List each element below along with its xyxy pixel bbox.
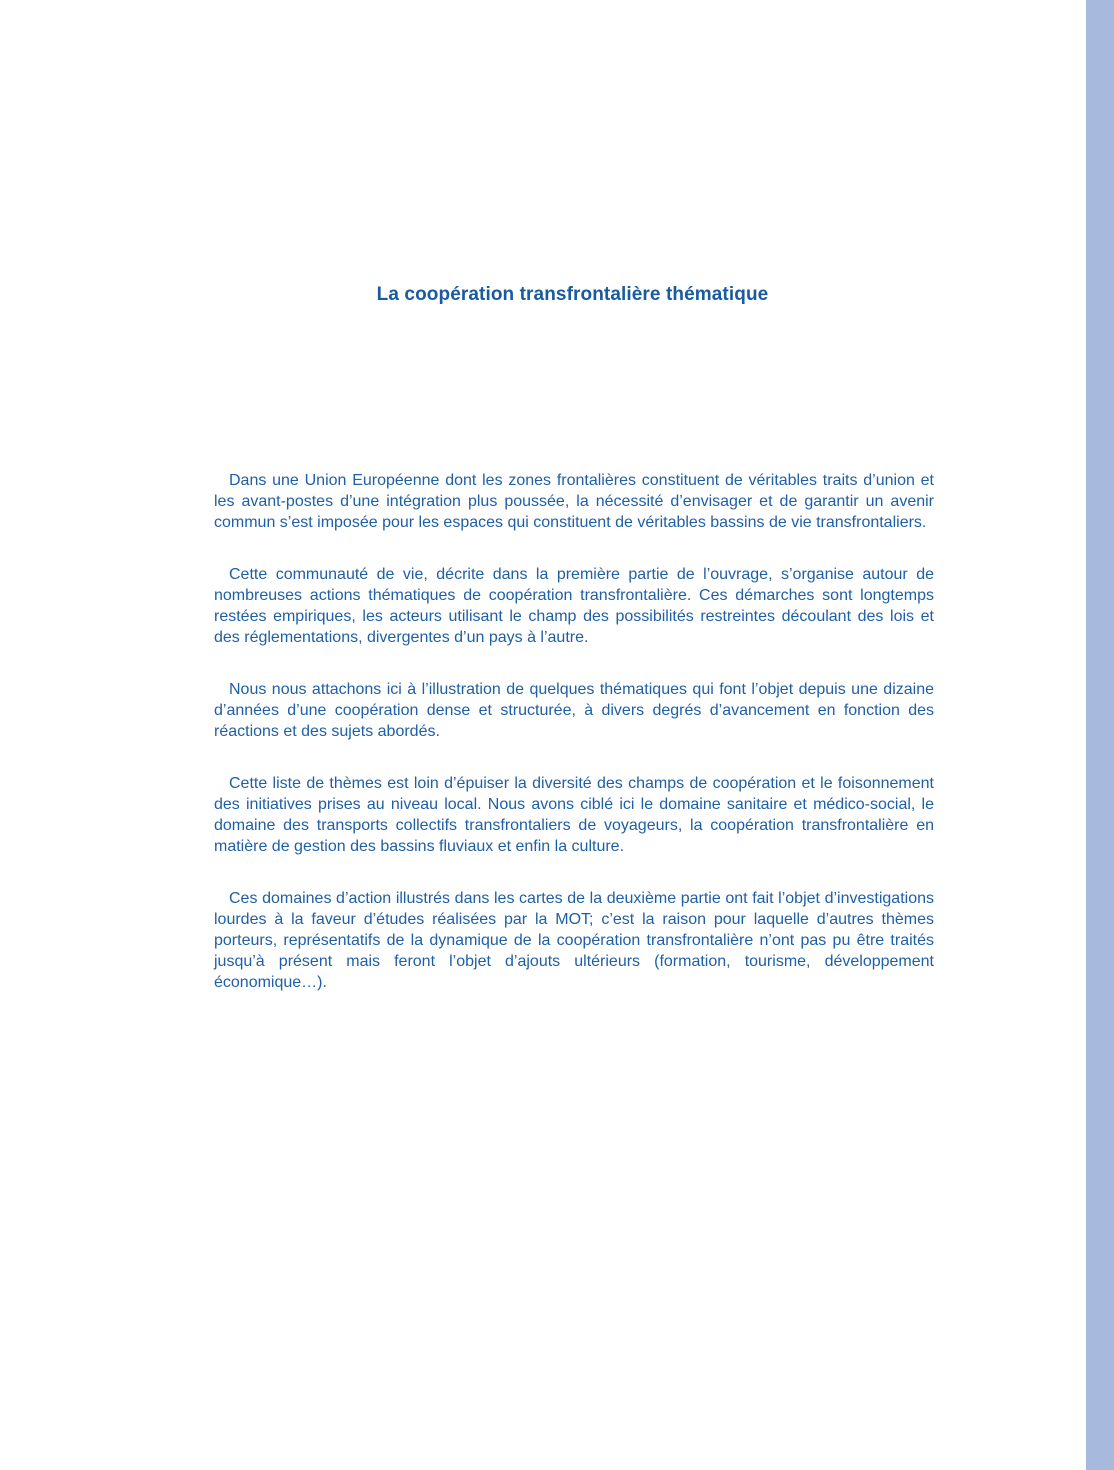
paragraph-5: Ces domaines d’action illustrés dans les cartes de la deuxième partie ont fait l’objet d’investigations lourdes à la faveur d’études réalisées par la MOT; c’est la raison pour laquelle d’autres thèmes porteurs, représentatifs de la dynamique de la coopération transfrontalière n’ont pas pu être traités jusqu’à présent mais feront l’objet d’ajouts ultérieurs (formation, tourisme, développement économique…). bbox=[214, 890, 934, 991]
paragraph-1: Dans une Union Européenne dont les zones frontalières constituent de véritables traits d’union et les avant-postes d’une intégration plus poussée, la nécessité d’envisager et de garantir un avenir commun s’est imposée pour les espaces qui constituent de véritables bassins de vie transfrontaliers. bbox=[214, 472, 934, 531]
page-title: La coopération transfrontalière thématique bbox=[376, 284, 769, 305]
paragraph-3: Nous nous attachons ici à l’illustration de quelques thématiques qui font l’objet depuis une dizaine d’années d’une coopération dense et structurée, à divers degrés d’avancement en fonction des réactions et des sujets abordés. bbox=[214, 681, 934, 740]
side-color-band bbox=[1086, 0, 1114, 1470]
paragraph-2: Cette communauté de vie, décrite dans la première partie de l’ouvrage, s’organise autour de nombreuses actions thématiques de coopération transfrontalière. Ces démarches sont longtemps restées empiriques, les acteurs utilisant le champ des possibilités restreintes découlant des lois et des réglementations, divergentes d’un pays à l’autre. bbox=[214, 566, 934, 646]
paragraph-4: Cette liste de thèmes est loin d’épuiser la diversité des champs de coopération et le foisonnement des initiatives prises au niveau local. Nous avons ciblé ici le domaine sanitaire et médico-social, le domaine des transports collectifs transfrontaliers de voyageurs, la coopération transfrontalière en matière de gestion des bassins fluviaux et enfin la culture. bbox=[214, 775, 934, 855]
body-text bbox=[214, 470, 934, 1024]
